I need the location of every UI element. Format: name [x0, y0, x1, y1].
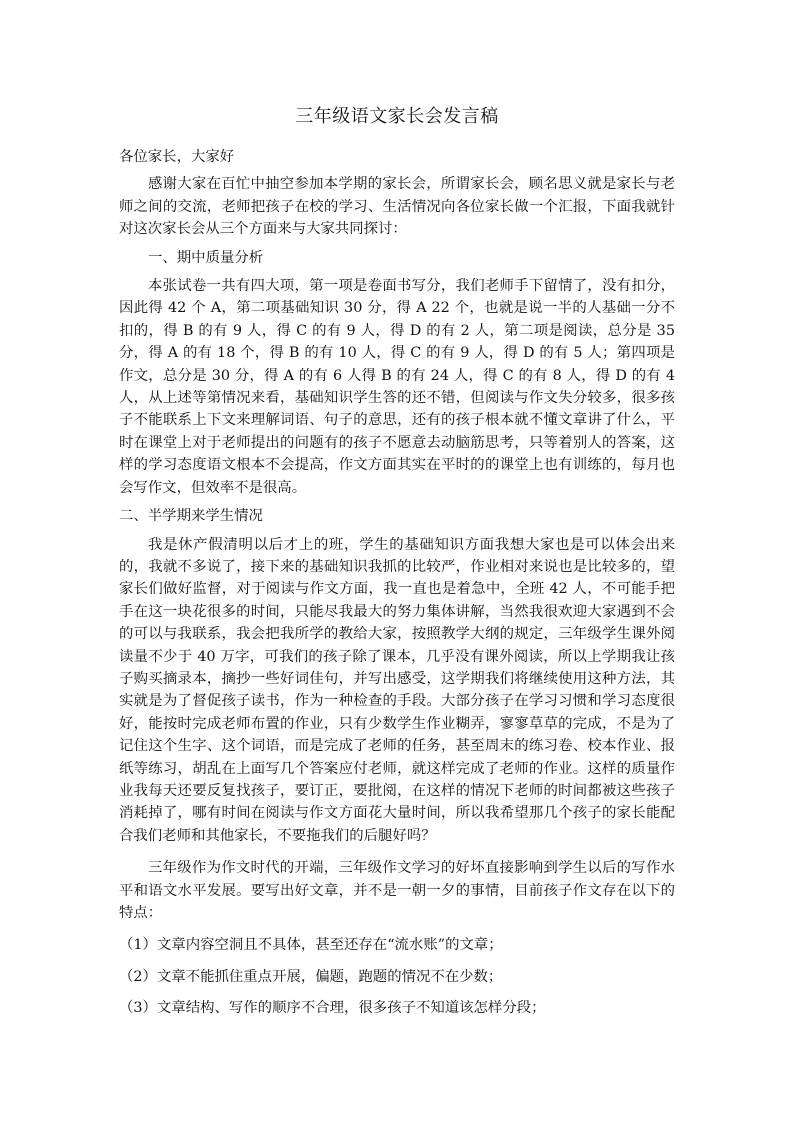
list-item: （2）文章不能抓住重点开展，偏题，跑题的情况不在少数；	[119, 968, 503, 985]
intro-paragraph: 感谢大家在百忙中抽空参加本学期的家长会，所谓家长会，顾名思义就是家长与老师之间的交流，老师把孩子在校的学习、生活情况向各位家长做一个汇报，下面我就针对这次家长会从三个方面来与大家共同探讨：	[119, 176, 675, 238]
section3-paragraph: 三年级作为作文时代的开端，三年级作文学习的好坏直接影响到学生以后的写作水平和语文水平发展。要写出好文章，并不是一朝一夕的事情，目前孩子作文存在以下的特点：	[119, 860, 675, 921]
greeting: 各位家长，大家好	[119, 149, 235, 165]
list-item: （1）文章内容空洞且不具体，甚至还存在“流水账”的文章；	[119, 937, 503, 954]
section2-paragraph: 我是休产假清明以后才上的班，学生的基础知识方面我想大家也是可以体会出来的，我就不多说了，接下来的基础知识我抓的比较严，作业相对来说也是比较多的，望家长们做好监督，对于阅读与作文方面，我一直也是着急中，全班 42 人，不可能手把手在这一块花很多的时间，只能尽我最大的努力集体讲解，当然我很欢迎大家遇到不会的可以与我联系，我会把我所学的教给大家，按照教学大纲的规定，三年级学生课外阅读量不少于 40 万字，可我们的孩子除了课本，几乎没有课外阅读，所以上学期我让孩子购买摘录本，摘抄一些好词佳句，并写出感受，这学期我们将继续使用这种方法，其实就是为了督促孩子读书，作为一种检查的手段。大部分孩子在学习习惯和学习态度很好，能按时完成老师布置的作业，只有少数学生作业糊弄，寥寥草草的完成，不是为了记住这个生字、这个词语，而是完成了老师的任务，甚至周末的练习卷、校本作业、报纸等练习，胡乱在上面写几个答案应付老师，就这样完成了老师的作业。这样的质量作业我每天还要反复找孩子，要订正，要批阅，在这样的情况下老师的时间都被这些孩子消耗掉了，哪有时间在阅读与作文方面花大量时间，所以我希望那几个孩子的家长能配合我们老师和其他家长，不要拖我们的后腿好吗？	[119, 536, 675, 844]
list-item: （3）文章结构、写作的顺序不合理，很多孩子不知道该怎样分段；	[119, 1000, 546, 1017]
document-title: 三年级语文家长会发言稿	[295, 106, 499, 127]
section2-heading: 二、半学期来学生情况	[119, 508, 263, 525]
document-page	[119, 104, 675, 1029]
section1-heading: 一、期中质量分析	[148, 249, 264, 266]
section1-paragraph: 本张试卷一共有四大项，第一项是卷面书写分，我们老师手下留情了，没有扣分，因此得 42 个 A，第二项基础知识 30 分，得 A 22 个，也就是说一半的人基础一分不扣的，得 B 的有 9 人，得 C 的有 9 人，得 D 的有 2 人，第二项是阅读，总分是 35 分，得 A 的有 18 个，得 B 的有 10 人，得 C 的有 9 人，得 D 的有 5 人；第四项是作文，总分是 30 分，得 A 的有 6 人得 B 的有 24 人，得 C 的有 8 人，得 D 的有 4 人，从上述等第情况来看，基础知识学生答的还不错，但阅读与作文失分较多，很多孩子不能联系上下文来理解词语、句子的意思，还有的孩子根本就不懂文章讲了什么，平时在课堂上对于老师提出的问题有的孩子不愿意去动脑筋思考，只等着别人的答案，这样的学习态度语文根本不会提高，作文方面其实在平时的的课堂上也有训练的，每月也会写作文，但效率不是很高。	[119, 278, 675, 496]
